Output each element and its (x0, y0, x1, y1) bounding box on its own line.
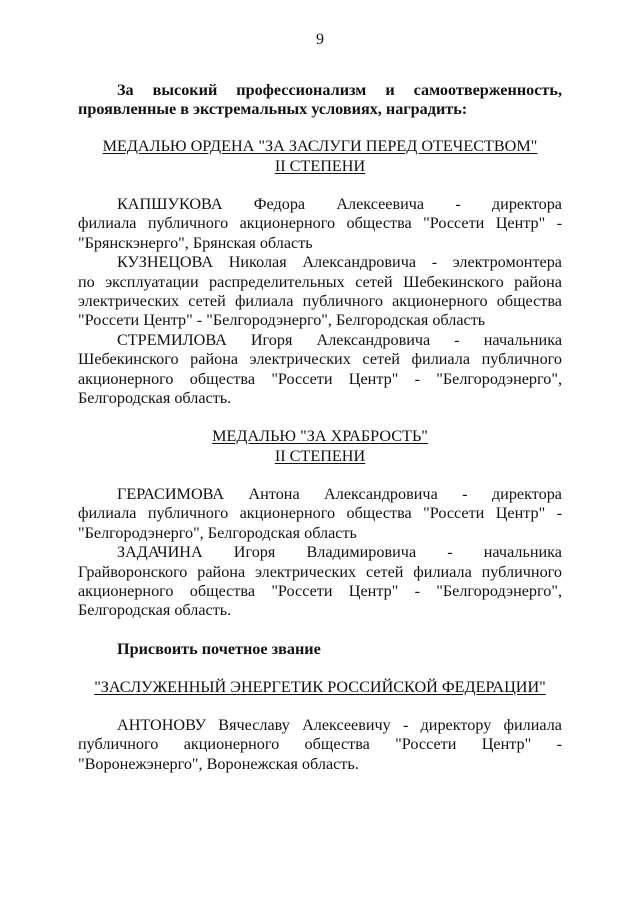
intro-line-1: За высокий профессионализм и самоотверженность, (117, 81, 562, 99)
recipient-entry (78, 253, 562, 331)
entry-line: филиала публичного акционерного общества "Россети Центр" - (78, 504, 562, 523)
heading-1-line-2: II СТЕПЕНИ (274, 156, 366, 175)
recipient-entry (78, 331, 562, 409)
assign-title-intro (78, 640, 562, 659)
entry-line: Белгородская область. (78, 601, 232, 620)
entry-line: "Брянскэнерго", Брянская область (78, 233, 313, 252)
heading-1-line-1: МЕДАЛЬЮ ОРДЕНА "ЗА ЗАСЛУГИ ПЕРЕД ОТЕЧЕСТВОМ" (102, 137, 538, 155)
assign-intro-line: Присвоить почетное звание (117, 640, 321, 658)
heading-3-line: "ЗАСЛУЖЕННЫЙ ЭНЕРГЕТИК РОССИЙСКОЙ ФЕДЕРАЦИИ" (94, 678, 546, 696)
entry-line: "Белгородэнерго", Белгородская область (78, 523, 357, 542)
recipient-entry (78, 485, 562, 543)
entry-line: акционерного общества "Россети Центр" - "Белгородэнерго", (78, 582, 562, 601)
award-list-3 (78, 716, 562, 774)
recipient-entry (78, 195, 562, 253)
award-heading-bravery-medal (0, 427, 640, 466)
entry-line: АНТОНОВУ Вячеславу Алексеевичу - директору филиала (117, 716, 562, 734)
entry-line: публичного акционерного общества "Россети Центр" - (78, 735, 562, 754)
entry-line: электрических сетей филиала публичного акционерного общества (78, 292, 562, 311)
page-number: 9 (316, 31, 324, 48)
entry-line: по эксплуатации распределительных сетей Шебекинского района (78, 272, 562, 291)
entry-line: Шебекинского района электрических сетей филиала публичного (78, 350, 562, 369)
heading-2-line-2: II СТЕПЕНИ (274, 446, 366, 465)
heading-2-line-1: МЕДАЛЬЮ "ЗА ХРАБРОСТЬ" (212, 427, 428, 445)
entry-line: "Воронежэнерго", Воронежская область. (78, 754, 359, 773)
intro-line-2: проявленные в экстремальных условиях, наградить: (78, 100, 468, 119)
entry-line: ГЕРАСИМОВА Антона Александровича - директора (117, 485, 562, 503)
entry-line: "Россети Центр" - "Белгородэнерго", Белгородская область (78, 311, 486, 330)
entry-line: ЗАДАЧИНА Игоря Владимировича - начальника (117, 543, 562, 562)
award-intro (78, 81, 562, 120)
entry-line: СТРЕМИЛОВА Игоря Александровича - начальника (117, 330, 562, 349)
award-list-2 (78, 485, 562, 621)
recipient-entry (78, 716, 562, 774)
entry-line: акционерного общества "Россети Центр" - "Белгородэнерго", (78, 369, 562, 388)
entry-line: КАПШУКОВА Федора Алексеевича - директора (117, 195, 562, 213)
award-list-1 (78, 195, 562, 408)
entry-line: Белгородская область. (78, 389, 232, 408)
entry-line: Грайворонского района электрических сетей филиала публичного (78, 562, 562, 581)
entry-line: филиала публичного акционерного общества "Россети Центр" - (78, 214, 562, 233)
entry-line: КУЗНЕЦОВА Николая Александровича - электромонтера (117, 253, 562, 272)
honorary-title-heading (0, 678, 640, 698)
recipient-entry (78, 543, 562, 621)
award-heading-order-medal (0, 137, 640, 176)
